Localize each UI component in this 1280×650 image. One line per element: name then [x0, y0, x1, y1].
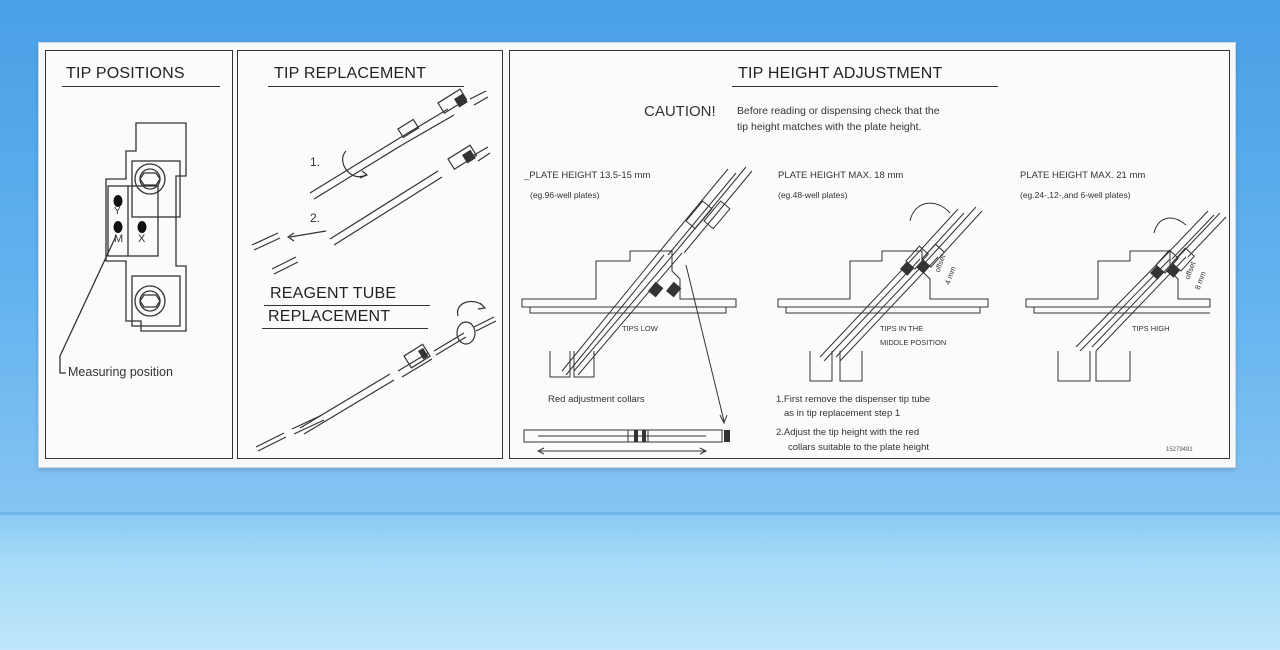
label-y: Y	[114, 206, 121, 217]
label-x: X	[138, 233, 146, 245]
tip-positions-panel	[45, 50, 233, 459]
reagent-tube-title-line2: REPLACEMENT	[268, 308, 391, 325]
caution-heading: CAUTION!	[644, 103, 716, 120]
tip-height-adjustment-panel	[509, 50, 1230, 459]
instruction-step1-line2: as in tip replacement step 1	[784, 408, 901, 419]
col2-tag-line2: MIDDLE POSITION	[880, 338, 947, 347]
title-underline	[264, 305, 430, 306]
tip-positions-diagram	[46, 51, 232, 458]
col3-offset-label: offset	[1182, 260, 1198, 281]
title-underline	[262, 328, 428, 329]
col2-sub: (eg.48-well plates)	[778, 190, 848, 200]
col3-tag: TIPS HIGH	[1132, 324, 1170, 333]
instrument-shelf	[0, 515, 1280, 650]
collars-label: Red adjustment collars	[548, 394, 645, 405]
instruction-step2-line2: collars suitable to the plate height	[788, 442, 930, 453]
caution-text-line2: tip height matches with the plate height.	[737, 121, 922, 133]
tip-replacement-panel	[237, 50, 503, 459]
step1-number: 1.	[310, 155, 321, 169]
instruction-label	[38, 42, 1236, 468]
col2-heading: PLATE HEIGHT MAX. 18 mm	[778, 170, 904, 181]
tip-replacement-title: TIP REPLACEMENT	[274, 65, 427, 82]
instruction-step1-line1: 1.First remove the dispenser tip tube	[776, 394, 931, 405]
instruction-step2-line1: 2.Adjust the tip height with the red	[776, 427, 920, 438]
col1-sub: (eg.96-well plates)	[530, 190, 600, 200]
col1-tag: TIPS LOW	[622, 324, 658, 333]
col2-offset-value: 4 mm	[942, 265, 958, 286]
col2-tag-line1: TIPS IN THE	[880, 324, 924, 333]
measuring-position-label: Measuring position	[68, 365, 173, 379]
col3-sub: (eg.24-,12-,and 6-well plates)	[1020, 190, 1131, 200]
tip-replacement-diagram	[238, 51, 502, 458]
col2-offset-label: offset	[932, 253, 948, 274]
step2-number: 2.	[310, 211, 321, 225]
caution-text-line1: Before reading or dispensing check that the	[737, 105, 940, 117]
part-number: 15279491	[1166, 447, 1193, 453]
reagent-tube-title-line1: REAGENT TUBE	[270, 285, 397, 302]
label-m: M	[114, 233, 124, 245]
tip-height-title: TIP HEIGHT ADJUSTMENT	[738, 65, 943, 82]
col3-heading: PLATE HEIGHT MAX. 21 mm	[1020, 170, 1146, 181]
col1-heading: _PLATE HEIGHT 13.5-15 mm	[524, 170, 651, 181]
col3-offset-value: 8 mm	[1192, 270, 1208, 291]
tip-positions-title: TIP POSITIONS	[66, 65, 185, 82]
